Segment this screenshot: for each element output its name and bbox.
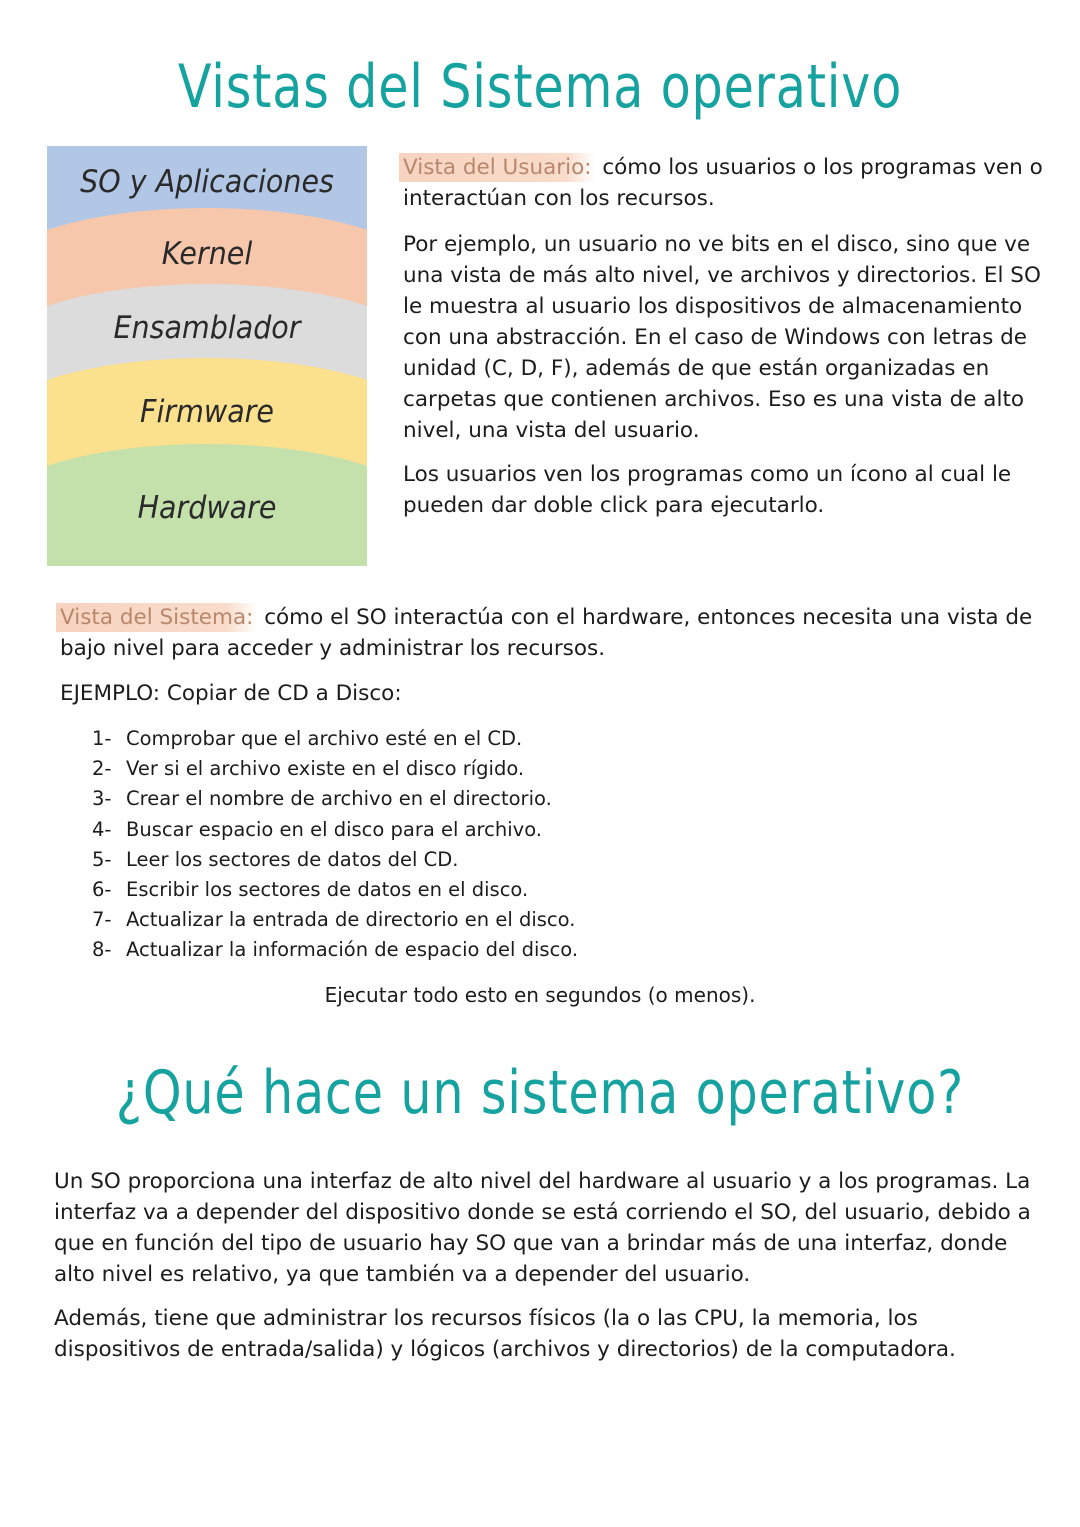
resources-paragraph: Además, tiene que administrar los recursos físicos (la o las CPU, la memoria, los dispositivos de entrada/salida) y lógicos (archivos y directorios) de la computadora. <box>54 1306 956 1362</box>
list-item: 5- Leer los sectores de datos del CD. <box>92 847 459 871</box>
layer-label-ensamblador: Ensamblador <box>113 310 301 346</box>
layer-label-firmware: Firmware <box>140 394 274 430</box>
system-view-text: cómo el SO interactúa con el hardware, entonces necesita una vista de bajo nivel para acceder y administrar los recursos. <box>60 605 1033 661</box>
layer-label-kernel: Kernel <box>161 236 253 272</box>
copy-steps-list <box>92 724 578 966</box>
user-view-label: Vista del Usuario: <box>399 153 595 182</box>
conclusion-text: Ejecutar todo esto en segundos (o menos). <box>324 983 756 1007</box>
section-title-vistas: Vistas del Sistema operativo <box>177 52 903 122</box>
list-item: 7- Actualizar la entrada de directorio en el disco. <box>92 908 576 932</box>
list-item: 3- Crear el nombre de archivo en el directorio. <box>92 787 552 811</box>
layer-label-so-aplicaciones: SO y Aplicaciones <box>80 164 334 200</box>
user-view-paragraph <box>403 152 1043 214</box>
example-title: EJEMPLO: Copiar de CD a Disco: <box>60 681 402 706</box>
list-item: 2- Ver si el archivo existe en el disco rígido. <box>92 757 525 781</box>
section-title-que-hace: ¿Qué hace un sistema operativo? <box>115 1058 965 1128</box>
list-item: 1- Comprobar que el archivo esté en el CD. <box>92 727 523 750</box>
interface-paragraph: Un SO proporciona una interfaz de alto nivel del hardware al usuario y a los programas. La interfaz va a depender del dispositivo donde se está corriendo el SO, del usuario, debido a que en función del tipo de usuario hay SO que van a brindar más de una interfaz, donde alto nivel es relativo, ya que también va a depender del usuario. <box>54 1169 1031 1287</box>
user-view-example-paragraph: Por ejemplo, un usuario no ve bits en el disco, sino que ve una vista de más alto nivel, ve archivos y directorios. El SO le muestra al usuario los dispositivos de almacenamiento con una abstracción. En el caso de Windows con letras de unidad (C, D, F), además de que están organizadas en carpetas que contienen archivos. Eso es una vista de alto nivel, una vista del usuario. <box>403 232 1041 443</box>
os-layers-diagram <box>47 146 367 566</box>
list-item: 8- Actualizar la información de espacio del disco. <box>92 938 579 962</box>
list-item: 4- Buscar espacio en el disco para el archivo. <box>92 817 542 841</box>
list-item: 6- Escribir los sectores de datos en el disco. <box>92 878 529 902</box>
user-icons-paragraph: Los usuarios ven los programas como un ícono al cual le pueden dar doble click para ejecutarlo. <box>403 462 1012 518</box>
layer-label-hardware: Hardware <box>137 490 277 526</box>
user-view-text: cómo los usuarios o los programas ven o interactúan con los recursos. <box>403 155 1043 211</box>
system-view-paragraph <box>60 602 1040 664</box>
system-view-label: Vista del Sistema: <box>56 603 257 632</box>
